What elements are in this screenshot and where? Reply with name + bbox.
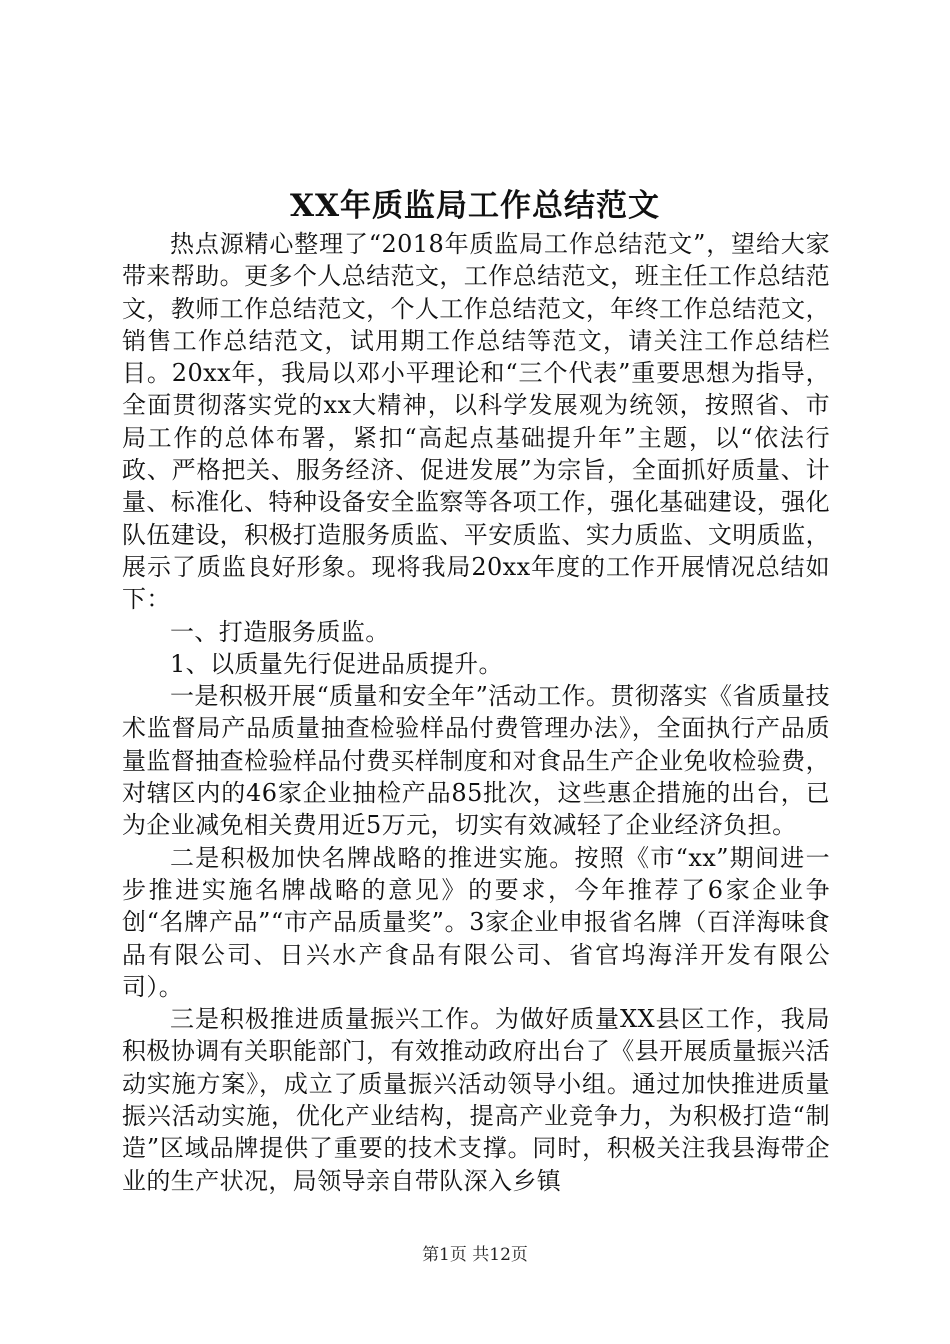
paragraph-item-3: 三是积极推进质量振兴工作。为做好质量XX县区工作，我局积极协调有关职能部门，有效推动政府出台了《县开展质量振兴活动实施方案》，成立了质量振兴活动领导小组。通过加快推进质量振兴活动实施，优化产业结构，提高产业竞争力，为积极打造“制造”区域品牌提供了重要的技术支撑。同时，积极关注我县海带企业的生产状况，局领导亲自带队深入乡镇 [122,1005,830,1195]
intro-paragraph: 热点源精心整理了“2018年质监局工作总结范文”，望给大家带来帮助。更多个人总结范文，工作总结范文，班主任工作总结范文，教师工作总结范文，个人工作总结范文，年终工作总结范文，销售工作总结范文，试用期工作总结等范文，请关注工作总结栏目。20xx年，我局以邓小平理论和“三个代表”重要思想为指导，全面贯彻落实党的xx大精神，以科学发展观为统领，按照省、市局工作的总体布署，紧扣“高起点基础提升年”主题，以“依法行政、严格把关、服务经济、促进发展”为宗旨，全面抓好质量、计量、标准化、特种设备安全监察等各项工作，强化基础建设，强化队伍建设，积极打造服务质监、平安质监、实力质监、文明质监，展示了质监良好形象。现将我局20xx年度的工作开展情况总结如下： [122,230,830,614]
document-title: XX年质监局工作总结范文 [289,188,661,224]
subsection-heading: 1、以质量先行促进品质提升。 [170,649,503,678]
document-body [122,228,830,1197]
section-heading: 一、打造服务质监。 [170,617,390,646]
paragraph-item-1: 一是积极开展“质量和安全年”活动工作。贯彻落实《省质量技术监督局产品质量抽查检验样品付费管理办法》，全面执行产品质量监督抽查检验样品付费买样制度和对食品生产企业免收检验费，对辖区内的46家企业抽检产品85批次，这些惠企措施的出台，已为企业减免相关费用近5万元，切实有效减轻了企业经济负担。 [122,682,830,840]
page-footer: 第1页 共12页 [422,1245,528,1265]
paragraph-item-2: 二是积极加快名牌战略的推进实施。按照《市“xx”期间进一步推进实施名牌战略的意见》的要求，今年推荐了6家企业争创“名牌产品”“市产品质量奖”。3家企业申报省名牌（百洋海味食品有限公司、日兴水产食品有限公司、省官坞海洋开发有限公司）。 [122,843,830,1001]
